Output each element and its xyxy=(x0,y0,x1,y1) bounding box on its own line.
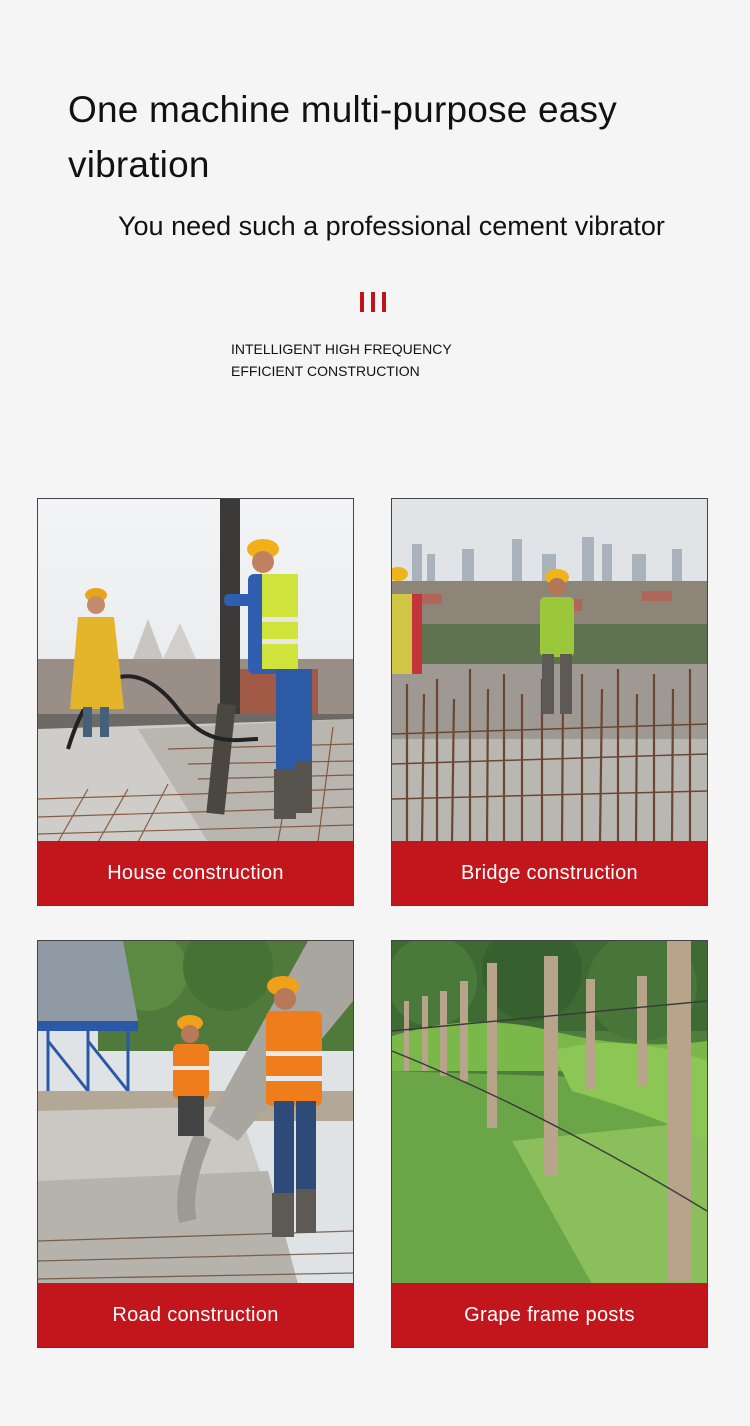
grape-frame-posts-photo xyxy=(392,941,707,1284)
decorative-bars-icon xyxy=(360,292,386,312)
tagline-line-2: EFFICIENT CONSTRUCTION xyxy=(231,363,420,379)
road-construction-photo xyxy=(38,941,353,1284)
page-subtitle: You need such a professional cement vibrator xyxy=(118,211,665,241)
card-label: Bridge construction xyxy=(392,841,707,905)
card-bridge-construction xyxy=(391,498,708,906)
tagline xyxy=(231,338,531,382)
card-grape-frame-posts xyxy=(391,940,708,1348)
card-road-construction xyxy=(37,940,354,1348)
card-label: House construction xyxy=(38,841,353,905)
card-house-construction xyxy=(37,498,354,906)
bridge-construction-photo xyxy=(392,499,707,842)
card-label: Grape frame posts xyxy=(392,1283,707,1347)
house-construction-photo xyxy=(38,499,353,842)
page-title: One machine multi-purpose easy vibration xyxy=(68,89,617,185)
card-label: Road construction xyxy=(38,1283,353,1347)
tagline-line-1: INTELLIGENT HIGH FREQUENCY xyxy=(231,341,452,357)
